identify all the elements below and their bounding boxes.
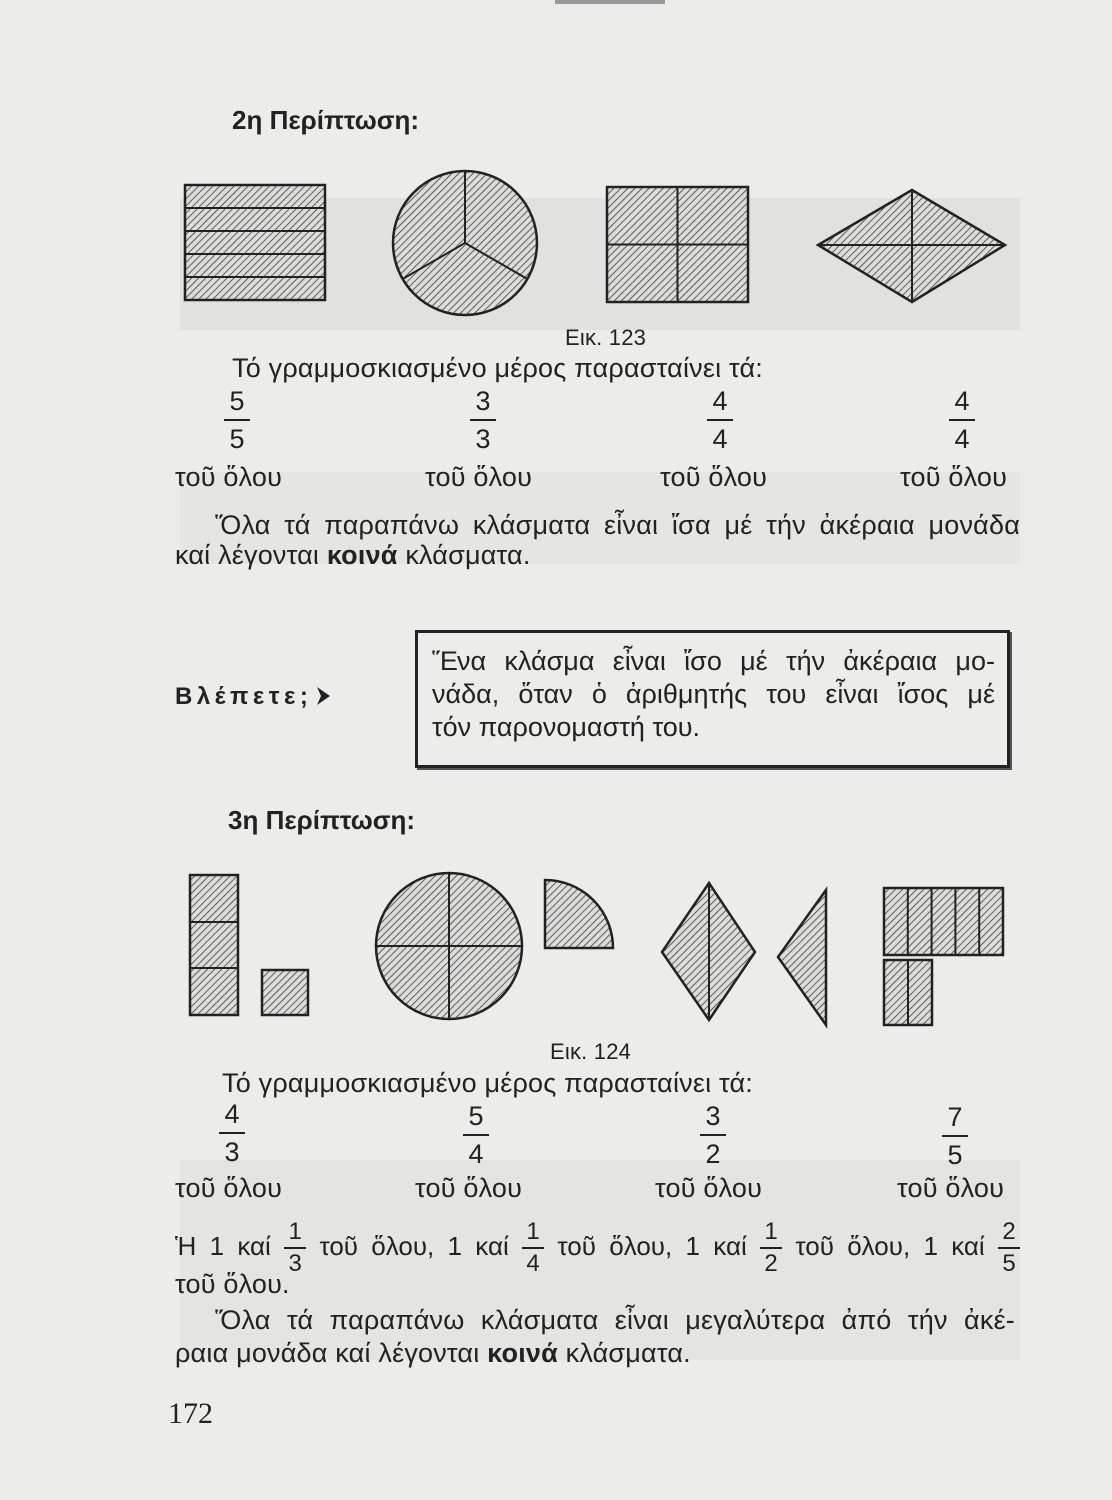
five-strip-vertical-rectangle [884, 888, 1003, 955]
case3-intro: Τό γραμμοσκιασμένο μέρος παρασταίνει τά: [222, 1068, 753, 1098]
case3-heading: 3η Περίπτωση: [228, 805, 416, 835]
fraction [463, 388, 503, 452]
numerator: 1 [764, 1218, 778, 1245]
case3-conclusion-line2 [175, 1337, 691, 1369]
mixed-text: Ἡ 1 καί [175, 1230, 271, 1261]
numerator: 3 [475, 386, 491, 416]
conclusion-text: καί λέγονται [175, 540, 320, 570]
quarter-circle [545, 880, 613, 948]
note-label-text: Βλέπετε; [175, 683, 313, 710]
figure-123 [0, 165, 1112, 320]
three-sector-circle [393, 171, 537, 315]
rule-box [415, 630, 1010, 768]
numerator: 1 [526, 1218, 540, 1245]
four-part-square [607, 187, 748, 302]
denominator: 3 [288, 1250, 302, 1277]
case2-conclusion-line2 [175, 539, 531, 571]
numerator: 7 [947, 1102, 963, 1132]
inline-fraction [998, 1220, 1020, 1276]
case2-conclusion-line1: Ὅλα τά παραπάνω κλάσματα εἶναι ἴσα μέ τήν ἀκέραια μονάδα [215, 510, 1020, 540]
fraction-bar [942, 1135, 968, 1137]
fraction-label: τοῦ ὅλου [655, 1173, 763, 1203]
arrow-bullet-icon [316, 686, 330, 706]
fraction [693, 1103, 733, 1167]
fraction [456, 1103, 496, 1167]
case3-conclusion-line1: Ὅλα τά παραπάνω κλάσματα εἶναι μεγαλύτερα ἀπό τήν ἀκέ- [215, 1305, 1015, 1335]
fraction-bar [470, 419, 496, 421]
fraction [217, 388, 257, 452]
fraction-label: τοῦ ὅλου [897, 1173, 1005, 1203]
fraction [942, 388, 982, 452]
conclusion-text: κλάσματα. [565, 1338, 691, 1368]
inline-fraction [760, 1220, 782, 1276]
fraction-bar [284, 1247, 306, 1249]
fraction-bar [760, 1247, 782, 1249]
denominator: 3 [475, 424, 491, 454]
denominator: 3 [224, 1137, 240, 1167]
denominator: 5 [947, 1140, 963, 1170]
case2-heading: 2η Περίπτωση: [232, 105, 420, 135]
rule-line: νάδα, ὅταν ὁ ἀριθμητής του εἶναι ἴσος μέ [432, 679, 995, 709]
numerator: 4 [224, 1099, 240, 1129]
two-strip-vertical-rectangle [884, 960, 932, 1025]
fraction-bar [522, 1247, 544, 1249]
denominator: 4 [712, 424, 728, 454]
fraction-label: τοῦ ὅλου [175, 1173, 283, 1203]
denominator: 4 [954, 424, 970, 454]
denominator: 4 [526, 1250, 540, 1277]
single-square [262, 970, 308, 1015]
five-strip-rectangle [185, 185, 325, 300]
inline-fraction [522, 1220, 544, 1276]
fraction-label: τοῦ ὅλου [900, 462, 1008, 492]
figure-124 [0, 865, 1112, 1035]
denominator: 2 [705, 1139, 721, 1169]
fraction-label: τοῦ ὅλου [415, 1173, 523, 1203]
fraction-label: τοῦ ὅλου [175, 462, 283, 492]
mixed-text: τοῦ ὅλου, 1 καί [795, 1230, 985, 1261]
conclusion-bold-term: κοινά [326, 540, 398, 570]
fraction-bar [707, 419, 733, 421]
fraction-bar [219, 1132, 245, 1134]
fraction-bar [463, 1134, 489, 1136]
conclusion-bold-term: κοινά [487, 1338, 558, 1368]
rule-line: τόν παρονομαστή του. [432, 712, 701, 742]
mixed-text: τοῦ ὅλου, 1 καί [319, 1230, 509, 1261]
conclusion-text: κλάσματα. [405, 540, 531, 570]
fraction-label: τοῦ ὅλου [660, 462, 768, 492]
fraction-bar [949, 419, 975, 421]
mixed-number-tail: τοῦ ὅλου. [175, 1269, 290, 1299]
note-label [175, 681, 330, 713]
two-part-rhombus [662, 883, 755, 1020]
fraction [212, 1101, 252, 1165]
fraction-label: τοῦ ὅλου [425, 462, 533, 492]
numerator: 5 [468, 1101, 484, 1131]
scan-edge-mark [555, 0, 665, 4]
numerator: 4 [954, 386, 970, 416]
mixed-text: τοῦ ὅλου, 1 καί [557, 1230, 747, 1261]
numerator: 1 [288, 1218, 302, 1245]
conclusion-text: ραια μονάδα καί λέγονται [175, 1338, 480, 1368]
figure-124-caption: Εικ. 124 [550, 1039, 632, 1064]
figure-123-caption: Εικ. 123 [565, 325, 647, 350]
mixed-number-line [175, 1220, 1020, 1276]
denominator: 2 [764, 1250, 778, 1277]
numerator: 5 [229, 386, 245, 416]
case2-intro: Τό γραμμοσκιασμένο μέρος παρασταίνει τά: [232, 353, 763, 383]
fraction-bar [224, 419, 250, 421]
fraction [700, 388, 740, 452]
numerator: 2 [1002, 1218, 1016, 1245]
fraction [935, 1104, 975, 1168]
denominator: 4 [468, 1139, 484, 1169]
denominator: 5 [229, 424, 245, 454]
half-rhombus-triangle [778, 890, 826, 1025]
fraction-bar [700, 1134, 726, 1136]
fraction-bar [998, 1247, 1020, 1249]
page-number: 172 [168, 1397, 213, 1430]
numerator: 3 [705, 1101, 721, 1131]
four-part-circle [376, 873, 522, 1019]
three-square-column [190, 875, 238, 1015]
numerator: 4 [712, 386, 728, 416]
rule-line: Ἕνα κλάσμα εἶναι ἴσο μέ τήν ἀκέραια μο- [432, 646, 995, 676]
four-part-rhombus [818, 190, 1005, 302]
denominator: 5 [1002, 1250, 1016, 1277]
